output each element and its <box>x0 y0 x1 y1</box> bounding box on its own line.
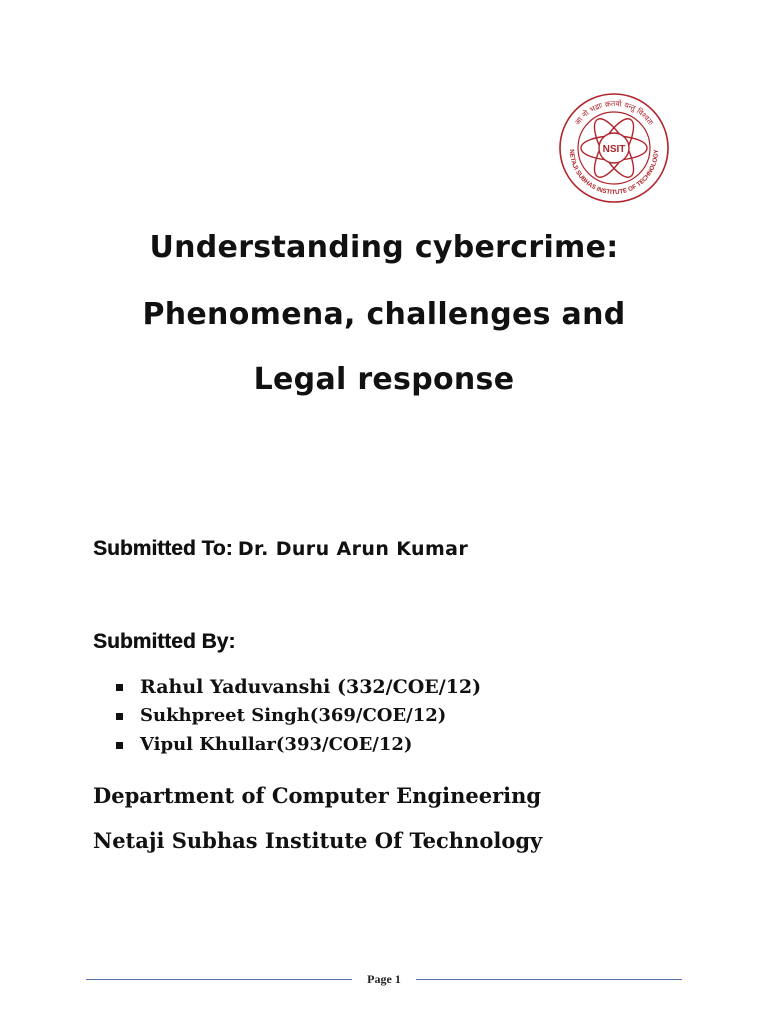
department-name: Department of Computer Engineering <box>93 783 542 808</box>
page-footer <box>86 970 682 990</box>
title-line-3: Legal response <box>253 362 515 397</box>
title-line-2: Phenomena, challenges and <box>142 297 626 332</box>
seal-motto: आ नो भद्राः क्रतवो यन्तु विश्वतः <box>572 98 656 127</box>
list-item <box>116 734 481 763</box>
seal-ring-text: NETAJI SUBHAS INSTITUTE OF TECHNOLOGY <box>567 149 661 197</box>
list-item <box>116 705 481 734</box>
seal-abbreviation: NSIT <box>602 144 626 155</box>
page-number: Page 1 <box>367 972 401 986</box>
submitted-by-label: Submitted By: <box>93 630 236 653</box>
footer-rule-right <box>416 979 682 980</box>
member-name: Rahul Yaduvanshi (332/COE/12) <box>140 676 482 698</box>
member-name: Sukhpreet Singh(369/COE/12) <box>140 705 447 726</box>
bullet-icon <box>116 713 123 720</box>
submitted-to <box>93 536 468 561</box>
submitted-to-label: Submitted To: <box>93 537 233 560</box>
member-name: Vipul Khullar(393/COE/12) <box>140 734 413 755</box>
title-line-1: Understanding cybercrime: <box>149 230 619 265</box>
supervisor-name: Dr. Duru Arun Kumar <box>237 538 469 560</box>
member-list <box>116 676 481 763</box>
nsit-seal-icon <box>558 92 670 204</box>
institute-name: Netaji Subhas Institute Of Technology <box>93 828 543 853</box>
bullet-icon <box>116 742 123 749</box>
list-item <box>116 676 481 705</box>
bullet-icon <box>116 684 123 691</box>
